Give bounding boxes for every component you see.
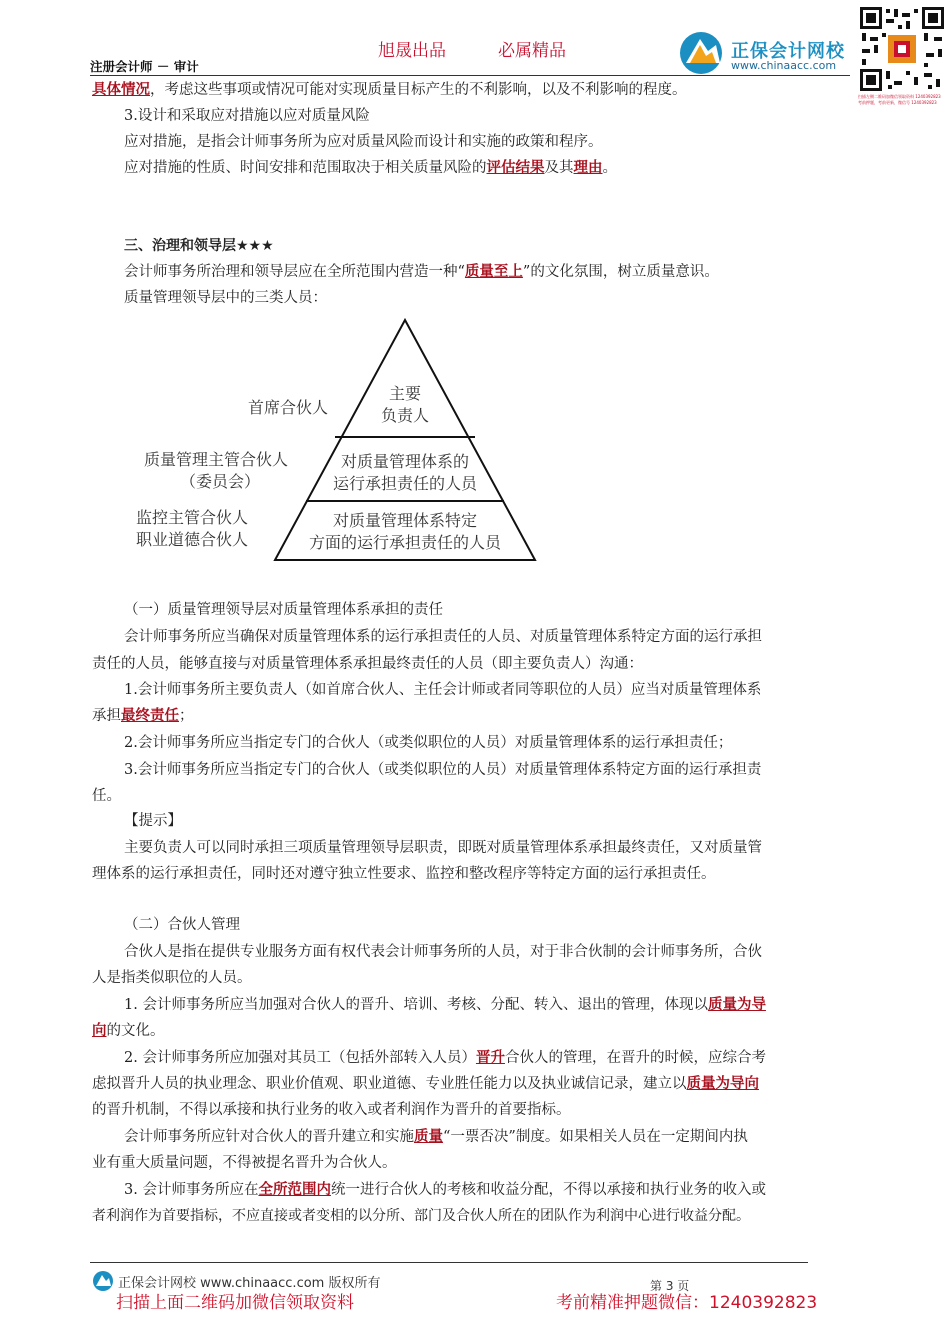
- paragraph-8-line1: 1.会计师事务所主要负责人（如首席合伙人、主任会计师或者同等职位的人员）应当对质量管理体系: [124, 682, 762, 698]
- tier3-line1: 对质量管理体系特定: [332, 511, 478, 530]
- paragraph-8-line2: 承担最终责任；: [92, 707, 194, 724]
- section-heading: 三、治理和领导层★★★: [124, 238, 274, 254]
- logo-icon: [678, 30, 728, 76]
- footer-promo-left: 扫描上面二维码加微信领取资料: [116, 1293, 354, 1313]
- paragraph-15-line1: 会计师事务所应针对合伙人的晋升建立和实施质量“一票否决”制度。如果相关人员在一定期间内执: [124, 1128, 748, 1145]
- subsection-1-heading: （一）质量管理领导层对质量管理体系承担的责任: [124, 602, 443, 618]
- slogan-right: 必属精品: [498, 41, 566, 61]
- label-ethics-partner: 职业道德合伙人: [136, 530, 249, 549]
- paragraph-13-line2: 向的文化。: [92, 1022, 165, 1039]
- tier1-line1: 主要: [388, 384, 422, 403]
- paragraph-2: 3.设计和采取应对措施以应对质量风险: [124, 108, 370, 124]
- qr-code-icon: [858, 5, 946, 93]
- subject-label: 注册会计师 － 审计: [90, 59, 199, 74]
- paragraph-12-line2: 人是指类似职位的人员。: [92, 970, 252, 986]
- paragraph-16-line2: 者利润作为首要指标，不应直接或者变相的以分所、部门及合伙人所在的团队作为利润中心进行收益分配。: [92, 1208, 750, 1224]
- subsection-2-heading: （二）合伙人管理: [124, 917, 240, 933]
- header-rule: [90, 75, 850, 76]
- paragraph-1: 具体情况，考虑这些事项或情况可能对实现质量目标产生的不利影响，以及不利影响的程度。: [92, 81, 687, 98]
- tier1-line2: 负责人: [380, 406, 430, 425]
- page-number: 第 3 页: [650, 1279, 690, 1293]
- paragraph-11-line2: 理体系的运行承担责任，同时还对遵守独立性要求、监控和整改程序等特定方面的运行承担责任。: [92, 866, 716, 882]
- paragraph-16-line1: 3. 会计师事务所应在全所范围内统一进行合伙人的考核和收益分配，不得以承接和执行业务的收入或: [124, 1181, 766, 1198]
- slogan-left: 旭晟出品: [378, 41, 446, 61]
- qr-caption-2: 考前押题，考前更新，微信号 1240392823: [858, 100, 937, 105]
- tip-label: 【提示】: [124, 813, 182, 829]
- label-chief-partner: 首席合伙人: [248, 398, 329, 417]
- paragraph-11-line1: 主要负责人可以同时承担三项质量管理领导层职责，即既对质量管理体系承担最终责任，又对质量管: [124, 840, 762, 856]
- footer-logo-icon: [92, 1270, 114, 1292]
- brand-name: 正保会计网校: [731, 41, 845, 62]
- label-monitoring-partner: 监控主管合伙人: [136, 508, 249, 527]
- footer-promo-right: 考前精准押题微信：1240392823: [556, 1293, 818, 1313]
- tier3-line2: 方面的运行承担责任的人员: [308, 533, 502, 552]
- paragraph-13-line1: 1. 会计师事务所应当加强对合伙人的晋升、培训、考核、分配、转入、退出的管理，体现以质量为导: [124, 996, 766, 1013]
- paragraph-14-line3: 的晋升机制，不得以承接和执行业务的收入或者利润作为晋升的首要指标。: [92, 1102, 571, 1118]
- paragraph-12-line1: 合伙人是指在提供专业服务方面有权代表会计师事务所的人员，对于非合伙制的会计师事务所，合伙: [124, 944, 762, 960]
- paragraph-7-line1: 会计师事务所应当确保对质量管理体系的运行承担责任的人员、对质量管理体系特定方面的运行承担: [124, 629, 762, 645]
- paragraph-14-line1: 2. 会计师事务所应加强对其员工（包括外部转入人员）晋升合伙人的管理，在晋升的时候，应综合考: [124, 1049, 766, 1066]
- paragraph-14-line2: 虑拟晋升人员的执业理念、职业价值观、职业道德、专业胜任能力以及执业诚信记录，建立以质量为导向: [92, 1075, 759, 1092]
- footer-rule: [90, 1262, 808, 1263]
- paragraph-4: 应对措施的性质、时间安排和范围取决于相关质量风险的评估结果及其理由。: [124, 159, 617, 176]
- label-committee: （委员会）: [180, 472, 261, 491]
- paragraph-6: 质量管理领导层中的三类人员：: [124, 290, 327, 306]
- paragraph-5: 会计师事务所治理和领导层应在全所范围内营造一种“质量至上”的文化氛围，树立质量意识。: [124, 263, 719, 280]
- brand-url: www.chinaacc.com: [731, 59, 837, 72]
- tier2-line1: 对质量管理体系的: [340, 452, 470, 471]
- paragraph-10-line1: 3.会计师事务所应当指定专门的合伙人（或类似职位的人员）对质量管理体系特定方面的运行承担责: [124, 762, 762, 778]
- footer-copyright: 正保会计网校 www.chinaacc.com 版权所有: [118, 1276, 381, 1291]
- qr-caption-1: 扫描左侧二维码加微信领取资料 1240392823: [858, 94, 941, 99]
- paragraph-3: 应对措施，是指会计师事务所为应对质量风险而设计和实施的政策和程序。: [124, 134, 603, 150]
- paragraph-10-line2: 任。: [92, 788, 121, 804]
- label-quality-partner: 质量管理主管合伙人: [144, 450, 289, 469]
- leadership-pyramid-diagram: [130, 315, 550, 565]
- tier2-line2: 运行承担责任的人员: [332, 474, 478, 493]
- paragraph-15-line2: 业有重大质量问题，不得被提名晋升为合伙人。: [92, 1155, 397, 1171]
- paragraph-7-line2: 责任的人员，能够直接与对质量管理体系承担最终责任的人员（即主要负责人）沟通：: [92, 656, 643, 672]
- paragraph-9: 2.会计师事务所应当指定专门的合伙人（或类似职位的人员）对质量管理体系的运行承担责任；: [124, 735, 733, 751]
